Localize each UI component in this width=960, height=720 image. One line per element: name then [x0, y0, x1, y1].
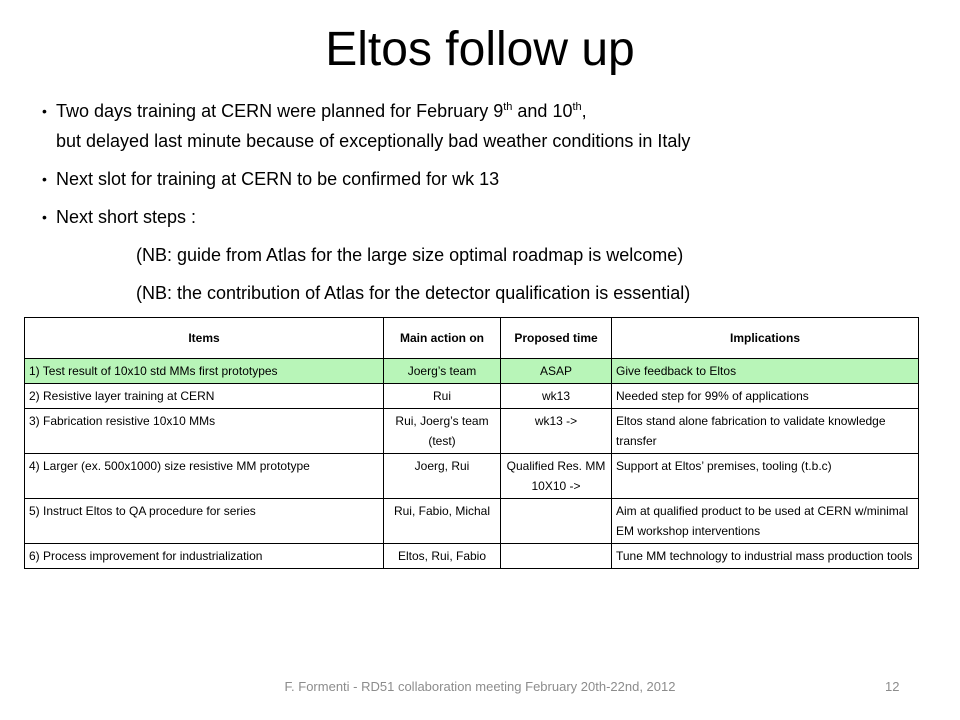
bullet-continuation: but delayed last minute because of exceptionally bad weather conditions in Italy — [56, 131, 691, 151]
table-cell: 1) Test result of 10x10 std MMs first prototypes — [25, 359, 384, 384]
bullet-text: and 10 — [512, 101, 573, 121]
table-cell: Rui — [384, 384, 501, 409]
table-cell: 6) Process improvement for industrialization — [25, 544, 384, 569]
bullet-list — [40, 96, 940, 316]
table-cell: Rui, Joerg’s team (test) — [384, 409, 501, 454]
table-cell: 2) Resistive layer training at CERN — [25, 384, 384, 409]
table-cell: Support at Eltos’ premises, tooling (t.b.c) — [612, 454, 919, 499]
table-cell: Give feedback to Eltos — [612, 359, 919, 384]
table-cell: 5) Instruct Eltos to QA procedure for series — [25, 499, 384, 544]
table-cell: Qualified Res. MM 10X10 -> — [501, 454, 612, 499]
table-cell: 4) Larger (ex. 500x1000) size resistive MM prototype — [25, 454, 384, 499]
bullet-item — [40, 164, 940, 194]
table-row — [25, 544, 919, 569]
table-row — [25, 499, 919, 544]
table-row — [25, 409, 919, 454]
superscript: th — [572, 101, 582, 113]
steps-table — [24, 317, 919, 569]
table-row — [25, 384, 919, 409]
table-cell: Tune MM technology to industrial mass production tools — [612, 544, 919, 569]
bullet-text: Next slot for training at CERN to be confirmed for wk 13 — [56, 169, 500, 189]
bullet-item — [40, 96, 940, 156]
table-cell — [501, 544, 612, 569]
table-cell: Joerg, Rui — [384, 454, 501, 499]
table-cell: Needed step for 99% of applications — [612, 384, 919, 409]
table-cell: Rui, Fabio, Michal — [384, 499, 501, 544]
table-cell: Eltos, Rui, Fabio — [384, 544, 501, 569]
note-text: (NB: guide from Atlas for the large size optimal roadmap is welcome) — [136, 245, 684, 265]
note-text: (NB: the contribution of Atlas for the detector qualification is essential) — [136, 283, 691, 303]
superscript: th — [503, 101, 513, 113]
column-header: Proposed time — [501, 318, 612, 359]
bullet-dot-icon: • — [42, 103, 47, 119]
table-row — [25, 454, 919, 499]
column-header: Implications — [612, 318, 919, 359]
table-cell: wk13 -> — [501, 409, 612, 454]
table-cell: Eltos stand alone fabrication to validate knowledge transfer — [612, 409, 919, 454]
bullet-dot-icon: • — [42, 209, 47, 225]
page-number: 12 — [885, 679, 900, 694]
table-cell: Joerg’s team — [384, 359, 501, 384]
table-cell: ASAP — [501, 359, 612, 384]
bullet-text: , — [581, 101, 587, 121]
bullet-text: Two days training at CERN were planned for February 9 — [56, 101, 504, 121]
bullet-text: Next short steps : — [56, 207, 197, 227]
table-header-row — [25, 318, 919, 359]
footer-text: F. Formenti - RD51 collaboration meeting February 20th-22nd, 2012 — [284, 679, 676, 694]
table-cell — [501, 499, 612, 544]
bullet-item — [40, 202, 940, 232]
table-cell: Aim at qualified product to be used at CERN w/minimal EM workshop interventions — [612, 499, 919, 544]
table-cell: wk13 — [501, 384, 612, 409]
column-header: Items — [25, 318, 384, 359]
column-header: Main action on — [384, 318, 501, 359]
table-row — [25, 359, 919, 384]
bullet-dot-icon: • — [42, 171, 47, 187]
slide-title: Eltos follow up — [325, 23, 635, 76]
table-cell: 3) Fabrication resistive 10x10 MMs — [25, 409, 384, 454]
